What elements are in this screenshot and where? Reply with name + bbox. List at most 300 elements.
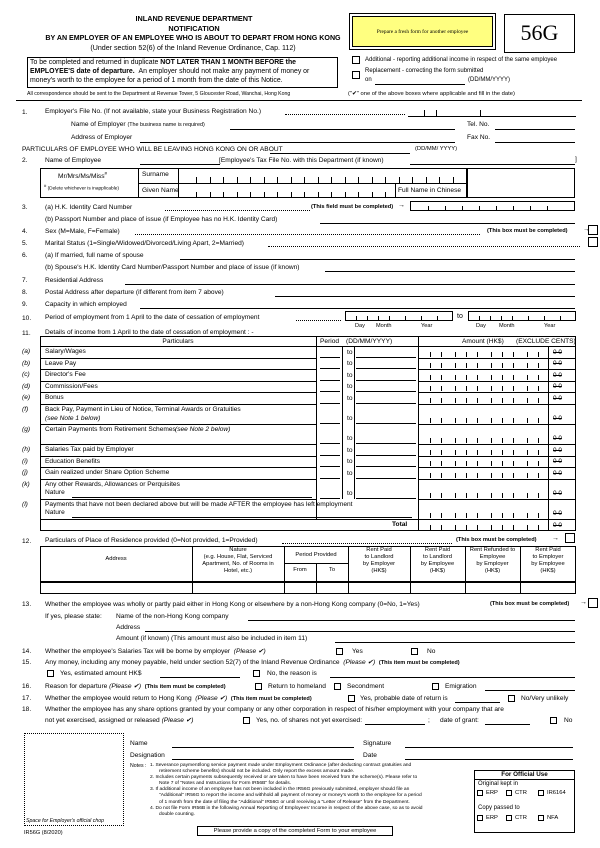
- table-rule: [192, 582, 193, 594]
- note-2: 2. Includes certain payments subsequently received or are taken to have been received from the scheme(s). Please refer to: [150, 775, 418, 781]
- income-from-input[interactable]: [320, 423, 340, 424]
- leader-dots: [296, 320, 341, 321]
- spouse-name-input[interactable]: [180, 259, 575, 260]
- nonhk-input[interactable]: [588, 598, 598, 608]
- residence-input[interactable]: [565, 533, 575, 543]
- marital-input[interactable]: [588, 237, 598, 247]
- sex-label: Sex (M=Male, F=Female): [45, 228, 120, 235]
- note-3b: "Additional" IR56G to report the income and withhold all payment of money or money's worth to the employee for a period: [159, 793, 422, 799]
- return-no: No/Very unlikely: [521, 695, 569, 702]
- return-yes-checkbox[interactable]: [348, 695, 355, 702]
- amount-digit-tick: [441, 375, 442, 380]
- item-number: 9.: [22, 301, 28, 308]
- res-col-heading: Apartment, No. of Rooms in: [202, 561, 274, 567]
- income-from-input[interactable]: [320, 391, 340, 392]
- table-rule: [40, 392, 316, 393]
- amount-cents: 0 0: [553, 509, 562, 517]
- capacity-input[interactable]: [140, 308, 575, 309]
- name-char-tick: [385, 192, 386, 198]
- income-row-label: Salaries Tax paid by Employer: [45, 446, 134, 453]
- table-rule: [548, 392, 549, 404]
- tax-borne-yes: Yes: [352, 648, 363, 655]
- table-rule: [548, 456, 549, 468]
- item-number: 2.: [22, 157, 28, 164]
- income-row-to: to: [347, 458, 353, 466]
- amount-digit-tick: [466, 386, 467, 391]
- item-number: 13.: [22, 601, 32, 608]
- name-char-tick: [345, 192, 346, 198]
- nonhk-amount-input[interactable]: [335, 642, 575, 643]
- amount-digit-tick: [430, 352, 431, 357]
- income-to-input[interactable]: [356, 368, 416, 369]
- table-rule: [342, 381, 343, 393]
- dept-name: INLAND REVENUE DEPARTMENT: [135, 14, 253, 23]
- share-option-label: Whether the employee has any share options granted by your company or any other corporation in respect of his/her employment with your company that are: [45, 706, 504, 713]
- held-money-reason-input[interactable]: [330, 677, 575, 678]
- orig-ir6164: IR6164: [547, 790, 566, 796]
- income-row-to: to: [347, 489, 353, 497]
- amount-input[interactable]: [418, 381, 576, 382]
- hkid-must-note: (This field must be completed): [311, 204, 394, 210]
- official-divider: [474, 779, 575, 780]
- passport-input[interactable]: [320, 223, 575, 224]
- orig-ir6164-checkbox[interactable]: [538, 790, 544, 796]
- held-money-no: No, the reason is: [267, 670, 317, 677]
- amount-digit-tick: [455, 363, 456, 368]
- income-nature-input[interactable]: [72, 497, 312, 498]
- res-col-heading: by Employee: [531, 561, 565, 567]
- date-char-tick: [405, 316, 406, 321]
- name-char-tick: [237, 177, 238, 183]
- item-number: 3.: [22, 204, 28, 211]
- amount-input[interactable]: [418, 404, 576, 405]
- official-chop-box[interactable]: [24, 733, 124, 826]
- amount-input[interactable]: [418, 358, 576, 359]
- income-to-input[interactable]: [356, 455, 416, 456]
- return-date-input[interactable]: [455, 702, 500, 703]
- amount-digit-tick: [430, 473, 431, 478]
- digit-tick: [436, 110, 437, 116]
- additional-label: Additional - reporting additional income in respect of the same employee: [365, 57, 558, 63]
- amount-digit-tick: [466, 461, 467, 466]
- income-to-input[interactable]: [356, 478, 416, 479]
- amount-digit-tick: [466, 525, 467, 530]
- reason-label: Reason for departure (Please ✔) (This item must be completed): [45, 683, 226, 690]
- orig-ctr: CTR: [515, 790, 527, 796]
- date-char-tick: [389, 316, 390, 321]
- chinese-name-label: Full Name in Chinese: [398, 187, 462, 194]
- res-col-heading: Rent Paid: [535, 547, 561, 553]
- income-from-input[interactable]: [320, 455, 340, 456]
- reason-secondment-checkbox[interactable]: [334, 683, 341, 690]
- income-row-to: to: [347, 415, 353, 422]
- amount-digit-tick: [513, 513, 514, 518]
- date-char-tick: [501, 316, 502, 321]
- table-rule: [354, 346, 355, 358]
- nonhk-amount-label: Amount (if known) (This amount must also be included in item 11): [116, 635, 308, 642]
- residence-label: Particulars of Place of Residence provided (0=Not provided, 1=Provided): [45, 537, 258, 544]
- return-yes: Yes, probable date of return is: [360, 695, 448, 702]
- copy-erp: ERP: [486, 815, 498, 821]
- held-money-amount-input[interactable]: [160, 677, 240, 678]
- res-col-heading: Rent Refunded to: [469, 547, 516, 553]
- table-rule: [342, 346, 343, 358]
- reason-other-line[interactable]: [485, 690, 575, 691]
- fax-label: Fax No.: [467, 134, 491, 141]
- amount-digit-tick: [513, 375, 514, 380]
- income-to-input[interactable]: [356, 423, 416, 424]
- nonhk-address-input[interactable]: [145, 631, 575, 632]
- income-row-key: (g): [22, 426, 31, 433]
- income-to-input[interactable]: [356, 403, 416, 404]
- item-number: 17.: [22, 695, 32, 702]
- month-label: Month: [376, 323, 392, 329]
- amount-digit-tick: [502, 418, 503, 423]
- amount-digit-tick: [502, 493, 503, 498]
- amount-digit-tick: [538, 513, 539, 518]
- amount-digit-tick: [477, 418, 478, 423]
- copy-note: Please provide a copy of the completed Form to your employee: [197, 826, 393, 836]
- orig-erp-checkbox[interactable]: [477, 790, 483, 796]
- amount-digit-tick: [513, 473, 514, 478]
- arrow: →: [552, 535, 559, 542]
- name-char-tick: [358, 177, 359, 183]
- col-excl-cents: (EXCLUDE CENTS): [516, 337, 576, 345]
- table-rule: [548, 467, 549, 479]
- amount-cents: 0 0: [553, 458, 562, 466]
- amount-digit-tick: [502, 352, 503, 357]
- table-rule: [548, 358, 549, 370]
- fresh-form-button[interactable]: Prepare a fresh form for another employee: [352, 16, 493, 47]
- item-number: 10.: [22, 315, 32, 322]
- amount-digit-tick: [455, 398, 456, 403]
- amount-digit-tick: [538, 473, 539, 478]
- name-char-tick: [331, 192, 332, 198]
- notes-body: [150, 763, 423, 818]
- amount-digit-tick: [441, 438, 442, 443]
- amount-digit-tick: [441, 352, 442, 357]
- amount-input[interactable]: [418, 369, 576, 370]
- income-row-to: to: [347, 395, 353, 402]
- leader-dots: [135, 234, 480, 235]
- departure-date-format: (DD/MM/ YYYY): [415, 146, 458, 152]
- year-label: Year: [421, 323, 433, 329]
- postal-address-input[interactable]: [275, 296, 575, 297]
- copy-erp-checkbox[interactable]: [477, 815, 483, 821]
- passport-label: (b) Passport Number and place of issue (if Employee has no H.K. Identity Card): [45, 216, 278, 223]
- amount-digit-tick: [502, 450, 503, 455]
- amount-digit-tick: [441, 386, 442, 391]
- table-rule: [284, 582, 285, 594]
- table-rule: [354, 424, 355, 444]
- name-char-tick: [250, 177, 251, 183]
- replacement-checkbox[interactable]: [352, 71, 360, 79]
- table-rule: [40, 381, 316, 382]
- amount-input[interactable]: [418, 499, 576, 500]
- share-yes-checkbox[interactable]: [243, 717, 250, 724]
- hkid-char-tick: [496, 206, 497, 211]
- table-rule: [342, 358, 343, 370]
- held-money-no-checkbox[interactable]: [253, 670, 260, 677]
- res-col-heading: Rent Paid: [366, 547, 392, 553]
- item-number: 5.: [22, 240, 28, 247]
- income-to-input[interactable]: [356, 380, 416, 381]
- chop-label: Space for Employer's official chop: [26, 818, 104, 824]
- employer-file-no-input[interactable]: [408, 116, 576, 117]
- return-label: Whether the employee would return to Hong Kong (Please ✔) (This item must be completed): [45, 695, 312, 702]
- date-char-tick: [356, 316, 357, 321]
- amount-digit-tick: [477, 493, 478, 498]
- amount-digit-tick: [513, 438, 514, 443]
- amount-digit-tick: [513, 386, 514, 391]
- income-from-input[interactable]: [320, 466, 340, 467]
- amount-digit-tick: [538, 525, 539, 530]
- note-2b: Note 7 of "Notes and Instructions for Form IR56B" for details.: [159, 781, 292, 787]
- amount-input[interactable]: [418, 444, 576, 445]
- note-4: 4. Do not file Form IR56B in the following Annual Reporting of Employees' Income in respect of the above case, so as to avoid: [150, 805, 423, 811]
- amount-digit-tick: [513, 461, 514, 466]
- amount-digit-tick: [430, 450, 431, 455]
- chinese-name-input[interactable]: [467, 168, 575, 198]
- table-rule: [465, 582, 466, 594]
- designation-input[interactable]: [172, 759, 354, 760]
- table-rule: [40, 444, 316, 445]
- income-to-input[interactable]: [356, 498, 416, 499]
- income-row-label: Payments that have not been declared above but will be made AFTER the employee has left employment: [45, 500, 353, 508]
- employer-name-input[interactable]: [230, 129, 455, 130]
- amount-digit-tick: [441, 418, 442, 423]
- table-rule: [548, 519, 549, 531]
- amount-digit-tick: [430, 525, 431, 530]
- spouse-id-input[interactable]: [325, 271, 575, 272]
- amount-digit-tick: [477, 398, 478, 403]
- year-label: Year: [544, 323, 556, 329]
- copy-passed-label: Copy passed to: [478, 805, 520, 811]
- sex-input[interactable]: [588, 225, 598, 235]
- reason-homeland-checkbox[interactable]: [255, 683, 262, 690]
- income-row-label: Commission/Fees: [45, 382, 98, 390]
- table-rule: [354, 456, 355, 468]
- date-char-tick: [490, 316, 491, 321]
- digit-tick: [480, 110, 481, 116]
- amount-digit-tick: [527, 493, 528, 498]
- share-count-input[interactable]: [365, 724, 425, 725]
- income-to-input[interactable]: [356, 443, 416, 444]
- reason-homeland: Return to homeland: [268, 683, 326, 690]
- income-row-label: Leave Pay: [45, 359, 77, 367]
- income-from-input[interactable]: [320, 380, 340, 381]
- amount-digit-tick: [513, 398, 514, 403]
- amount-digit-tick: [538, 493, 539, 498]
- income-to-input[interactable]: [356, 357, 416, 358]
- date-input[interactable]: [405, 759, 573, 760]
- name-char-tick: [399, 177, 400, 183]
- name-divider: [138, 183, 467, 184]
- table-rule: [548, 369, 549, 381]
- leader-dots: [282, 543, 452, 544]
- tax-borne-no-checkbox[interactable]: [411, 648, 418, 655]
- note-3c: of 1 month from the date of filing the "Additional" IR56G or until receiving a "Letter of Release" from the Department.: [159, 799, 410, 805]
- amount-digit-tick: [538, 418, 539, 423]
- day-label: Day: [355, 323, 365, 329]
- share-date-label: date of grant:: [440, 717, 479, 724]
- income-row-sublabel: Nature: [45, 489, 65, 497]
- res-col-heading: (HK$): [429, 568, 446, 574]
- income-row-key: (h): [22, 446, 31, 453]
- amount-digit-tick: [527, 473, 528, 478]
- amount-digit-tick: [430, 375, 431, 380]
- amount-input[interactable]: [418, 392, 576, 393]
- amount-digit-tick: [466, 473, 467, 478]
- residence-row-input[interactable]: [40, 582, 576, 594]
- amount-digit-tick: [527, 438, 528, 443]
- tax-borne-yes-checkbox[interactable]: [336, 648, 343, 655]
- tax-file-input[interactable]: [410, 164, 575, 165]
- form-subtitle: BY AN EMPLOYER OF AN EMPLOYEE WHO IS ABOUT TO DEPART FROM HONG KONG: [45, 34, 341, 42]
- name-char-tick: [196, 177, 197, 183]
- item-number: 14.: [22, 648, 32, 655]
- amount-digit-tick: [527, 352, 528, 357]
- held-money-label: Any money, including any money payable, held under section 52(7) of the Inland Revenue Ordinance (Please ✔) (This item must be completed): [45, 659, 460, 666]
- table-rule: [354, 479, 355, 499]
- nonhk-must-note: (This box must be completed): [490, 601, 570, 607]
- return-no-checkbox[interactable]: [508, 695, 515, 702]
- given-name-label: Given Name: [142, 187, 179, 194]
- employer-address-input[interactable]: [140, 142, 455, 143]
- amount-input[interactable]: [418, 424, 576, 425]
- leader-dots: [165, 210, 310, 211]
- amount-digit-tick: [502, 375, 503, 380]
- amount-digit-tick: [538, 352, 539, 357]
- income-label: Details of income from 1 April to the date of cessation of employment : -: [45, 329, 254, 336]
- income-nature-input[interactable]: [72, 517, 412, 518]
- income-row-to: to: [347, 446, 353, 454]
- income-row-key: (l): [22, 500, 28, 508]
- res-col-heading: to Employer: [532, 554, 564, 560]
- amount-cents: 0 0: [553, 489, 562, 497]
- name-char-tick: [412, 177, 413, 183]
- amount-digit-tick: [491, 398, 492, 403]
- income-row-to: to: [347, 371, 353, 379]
- hkid-label: (a) H.K. Identity Card Number: [45, 204, 133, 211]
- income-from-input[interactable]: [320, 498, 340, 499]
- orig-ctr-checkbox[interactable]: [506, 790, 512, 796]
- fax-input[interactable]: [495, 142, 575, 143]
- residence-must-note: (This box must be completed): [456, 537, 537, 543]
- amount-cents: 0 0: [553, 383, 562, 391]
- additional-checkbox[interactable]: [352, 56, 360, 64]
- name-char-tick: [264, 177, 265, 183]
- instruction-line-3: money's worth to the employee for a period of 1 month from the date of this Notice.: [30, 77, 283, 84]
- item-number: 18.: [22, 706, 32, 713]
- replacement-date-line[interactable]: [375, 84, 465, 85]
- bracket-close: ]: [575, 156, 577, 163]
- tel-input[interactable]: [495, 129, 575, 130]
- amount-digit-tick: [441, 493, 442, 498]
- note-4b: double counting.: [159, 811, 195, 817]
- income-row-key: (j): [22, 469, 28, 477]
- income-from-input[interactable]: [320, 478, 340, 479]
- held-money-yes-checkbox[interactable]: [47, 670, 54, 677]
- copy-nfa-checkbox[interactable]: [538, 815, 544, 821]
- amount-digit-tick: [466, 363, 467, 368]
- residential-input[interactable]: [125, 284, 575, 285]
- share-date-input[interactable]: [485, 724, 530, 725]
- res-col-heading: (HK$): [484, 568, 501, 574]
- table-rule: [548, 444, 549, 456]
- date-char-tick: [367, 316, 368, 321]
- income-from-input[interactable]: [320, 368, 340, 369]
- amount-digit-tick: [491, 525, 492, 530]
- income-from-input[interactable]: [320, 443, 340, 444]
- employee-name-label: Name of Employee: [45, 157, 102, 164]
- item-number: 6.: [22, 252, 28, 259]
- income-to-input[interactable]: [356, 391, 416, 392]
- signature-input[interactable]: [405, 747, 573, 748]
- income-from-input[interactable]: [320, 403, 340, 404]
- spouse-id-label: (b) Spouse's H.K. Identity Card Number/Passport Number and place of issue (if known): [45, 264, 300, 271]
- hkid-char-tick: [513, 206, 514, 211]
- amount-input[interactable]: [418, 456, 576, 457]
- table-rule: [40, 346, 576, 347]
- marital-label: Marital Status (1=Single/Widowed/Divorced/Living Apart, 2=Married): [45, 240, 245, 247]
- share-no-checkbox[interactable]: [550, 717, 557, 724]
- amount-digit-tick: [491, 418, 492, 423]
- income-row-label: Certain Payments from Retirement Schemes: [45, 426, 176, 433]
- nonhk-name-input[interactable]: [248, 620, 575, 621]
- reason-emigration-checkbox[interactable]: [432, 683, 439, 690]
- correspondence-address: All correspondence should be sent to the Department at Revenue Tower, 5 Gloucester Road, Wanchai, Hong Kong: [27, 91, 291, 97]
- amount-digit-tick: [491, 473, 492, 478]
- amount-digit-tick: [455, 352, 456, 357]
- income-from-input[interactable]: [320, 357, 340, 358]
- res-col-heading: (e.g. House, Flat, Serviced: [203, 554, 273, 560]
- amount-digit-tick: [502, 363, 503, 368]
- amount-digit-tick: [477, 513, 478, 518]
- income-row-note: (see Note 2 below): [175, 426, 231, 433]
- income-row-to: to: [347, 348, 353, 356]
- table-rule: [348, 582, 349, 594]
- amount-digit-tick: [441, 473, 442, 478]
- col-amount: Amount (HK$): [462, 337, 504, 345]
- income-to-input[interactable]: [356, 466, 416, 467]
- held-money-yes: Yes, estimated amount HK$: [60, 670, 142, 677]
- particulars-heading: PARTICULARS OF EMPLOYEE WHO WILL BE LEAVING HONG KONG ON OR ABOUT: [22, 146, 283, 153]
- amount-digit-tick: [455, 375, 456, 380]
- income-row-label: Salary/Wages: [45, 348, 86, 355]
- official-use-heading: For Official Use: [501, 771, 548, 778]
- amount-cents: 0 0: [553, 395, 562, 402]
- amount-digit-tick: [491, 513, 492, 518]
- amount-input[interactable]: [418, 479, 576, 480]
- copy-ctr-checkbox[interactable]: [506, 815, 512, 821]
- signer-name-input[interactable]: [172, 747, 354, 748]
- hkid-input[interactable]: [410, 201, 575, 211]
- table-rule: [40, 369, 316, 370]
- name-char-tick: [223, 192, 224, 198]
- amount-digit-tick: [527, 398, 528, 403]
- amount-digit-tick: [455, 493, 456, 498]
- amount-cents: 0 0: [553, 360, 562, 368]
- item-number: 12.: [22, 538, 32, 545]
- amount-digit-tick: [491, 363, 492, 368]
- departure-date-input[interactable]: [270, 153, 410, 154]
- amount-digit-tick: [527, 386, 528, 391]
- item-number: 8.: [22, 289, 28, 296]
- table-rule: [40, 358, 316, 359]
- amount-input[interactable]: [418, 467, 576, 468]
- amount-cents: 0 0: [553, 469, 562, 477]
